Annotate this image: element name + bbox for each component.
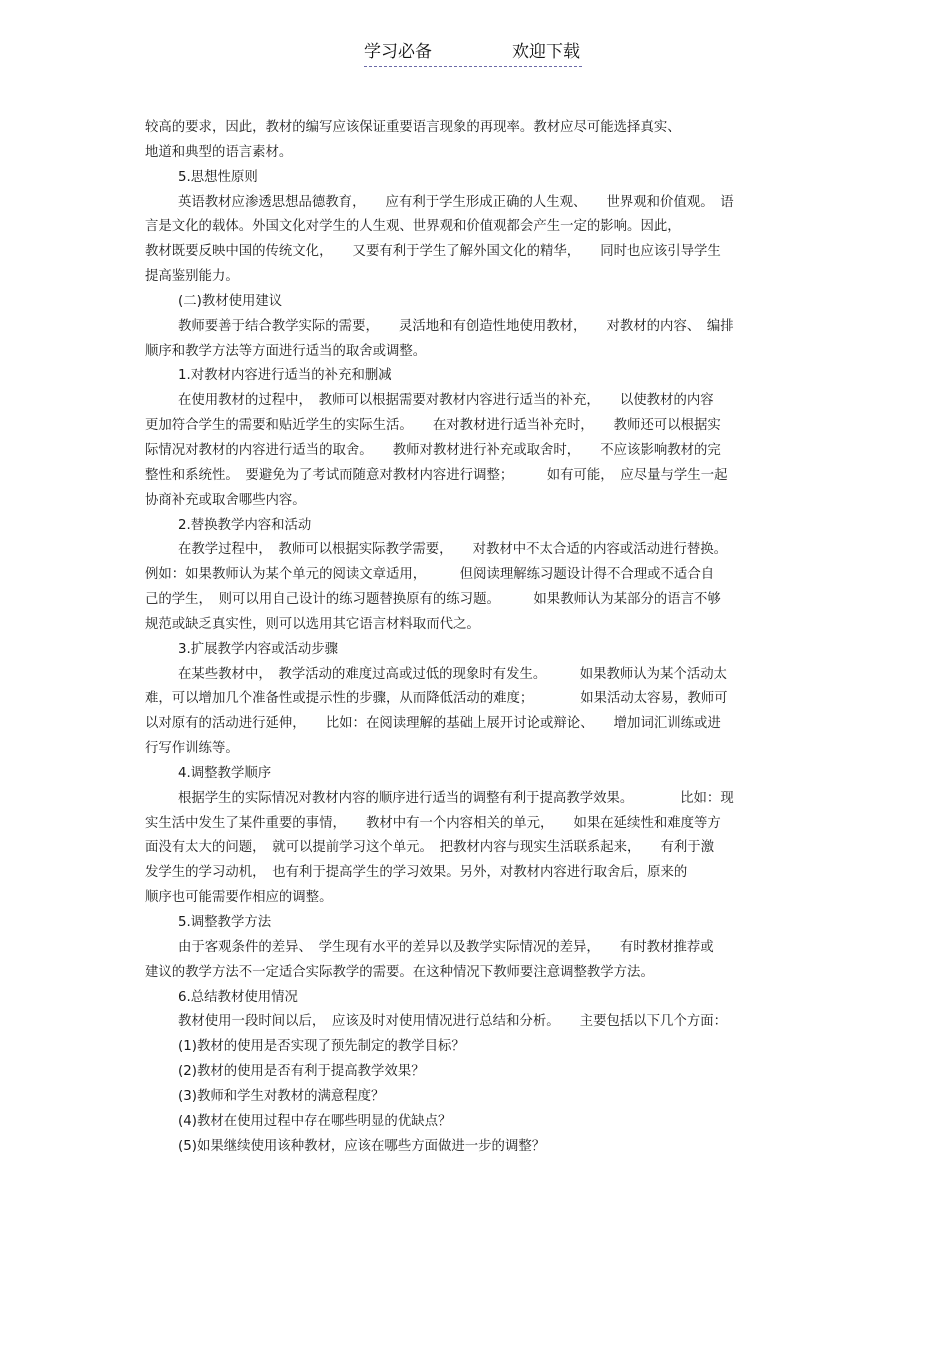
text-line: (5)如果继续使用该种教材，应该在哪些方面做进一步的调整？ (178, 1138, 546, 1154)
text-line: (二)教材使用建议 (178, 293, 283, 309)
text-line: 4.调整教学顺序 (178, 765, 272, 781)
text-line: 己的学生， 则可以用自己设计的练习题替换原有的练习题。 如果教师认为某部分的语言不够 (145, 592, 721, 608)
text-line: 以对原有的活动进行延伸， 比如：在阅读理解的基础上展开讨论或辩论、 增加词汇训练或进 (145, 716, 721, 732)
text-line: 际情况对教材的内容进行适当的取舍。 教师对教材进行补充或取舍时， 不应该影响教材的完 (145, 442, 721, 458)
text-line: 协商补充或取舍哪些内容。 (145, 492, 306, 508)
text-line: 更加符合学生的需要和贴近学生的实际生活。 在对教材进行适当补充时， 教师还可以根据实 (145, 418, 721, 434)
text-line: 由于客观条件的差异、 学生现有水平的差异以及教学实际情况的差异， 有时教材推荐或 (178, 939, 714, 955)
text-line: 2.替换教学内容和活动 (178, 517, 312, 533)
header-right-text: 欢迎下载 (512, 42, 580, 62)
text-line: 规范或缺乏真实性，则可以选用其它语言材料取而代之。 (145, 616, 480, 632)
header-left-text: 学习必备 (364, 42, 432, 62)
text-line: 教材使用一段时间以后， 应该及时对使用情况进行总结和分析。 主要包括以下几个方面： (178, 1014, 728, 1030)
text-line: 3.扩展教学内容或活动步骤 (178, 641, 339, 657)
text-line: 言是文化的载体。外国文化对学生的人生观、世界观和价值观都会产生一定的影响。因此， (145, 219, 681, 235)
text-line: (1)教材的使用是否实现了预先制定的教学目标？ (178, 1039, 465, 1055)
text-line: 在使用教材的过程中， 教师可以根据需要对教材内容进行适当的补充， 以使教材的内容 (178, 393, 714, 409)
text-line: 6.总结教材使用情况 (178, 989, 298, 1005)
text-line: 建议的教学方法不一定适合实际教学的需要。在这种情况下教师要注意调整教学方法。 (145, 964, 654, 980)
text-line: 较高的要求，因此，教材的编写应该保证重要语言现象的再现率。教材应尽可能选择真实、 (145, 120, 681, 135)
text-line: 面没有太大的问题， 就可以提前学习这个单元。 把教材内容与现实生活联系起来， 有利于激 (145, 840, 715, 856)
text-line: 顺序和教学方法等方面进行适当的取舍或调整。 (145, 343, 427, 359)
text-line: 英语教材应渗透思想品德教育， 应有利于学生形成正确的人生观、 世界观和价值观。 语 (178, 194, 734, 210)
text-line: 根据学生的实际情况对教材内容的顺序进行适当的调整有利于提高教学效果。 比如：现 (178, 790, 734, 806)
text-line: 5.调整教学方法 (178, 915, 272, 930)
text-line: 整性和系统性。 要避免为了考试而随意对教材内容进行调整； 如有可能， 应尽量与学生一起 (145, 467, 728, 483)
text-line: (3)教师和学生对教材的满意程度？ (178, 1088, 385, 1104)
text-line: 5.思想性原则 (178, 169, 258, 185)
text-line: 教材既要反映中国的传统文化， 又要有利于学生了解外国文化的精华， 同时也应该引导学生 (145, 244, 721, 260)
text-line: 发学生的学习动机， 也有利于提高学生的学习效果。另外，对教材内容进行取舍后，原来的 (145, 865, 688, 881)
document-body (145, 116, 805, 1159)
text-line: 例如：如果教师认为某个单元的阅读文章适用， 但阅读理解练习题设计得不合理或不适合自 (145, 567, 715, 583)
text-line: 提高鉴别能力。 (145, 269, 239, 285)
text-line: 行写作训练等。 (145, 741, 239, 757)
text-line: 顺序也可能需要作相应的调整。 (145, 890, 333, 906)
text-line: 在某些教材中， 教学活动的难度过高或过低的现象时有发生。 如果教师认为某个活动太 (178, 666, 728, 682)
text-line: 1.对教材内容进行适当的补充和删减 (178, 368, 392, 384)
text-line: (4)教材在使用过程中存在哪些明显的优缺点？ (178, 1113, 452, 1129)
text-line: 难，可以增加几个准备性或提示性的步骤，从而降低活动的难度； 如果活动太容易，教师可 (145, 691, 728, 707)
page-header (364, 40, 582, 67)
text-line: (2)教材的使用是否有利于提高教学效果？ (178, 1064, 425, 1080)
text-line: 实生活中发生了某件重要的事情， 教材中有一个内容相关的单元， 如果在延续性和难度等方 (145, 815, 721, 831)
text-line: 地道和典型的语言素材。 (145, 144, 293, 160)
text-line: 在教学过程中， 教师可以根据实际教学需要， 对教材中不太合适的内容或活动进行替换。 (178, 542, 728, 558)
text-line: 教师要善于结合教学实际的需要， 灵活地和有创造性地使用教材， 对教材的内容、 编排 (178, 318, 734, 334)
